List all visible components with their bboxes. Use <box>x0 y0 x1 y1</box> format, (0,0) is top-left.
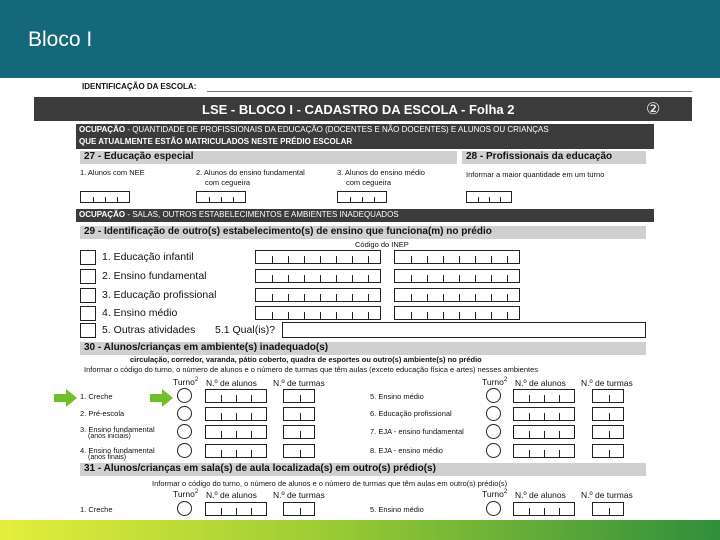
s29-inep-b-1[interactable] <box>394 250 520 264</box>
bottom-accent-bar <box>0 520 720 540</box>
occupancy-2-text: - SALAS, OUTROS ESTABELECIMENTOS E AMBIENTES INADEQUADOS <box>127 210 399 219</box>
s29-item-5: 5. Outras atividades <box>102 324 196 336</box>
s31-col-turno-left: Turno$^2$ <box>173 489 199 499</box>
s30-alunos-left-4[interactable] <box>205 444 267 458</box>
s29-item-3: 3. Educação profissional <box>102 289 217 301</box>
section-29-title: 29 - Identificação de outro(s) estabelecimento(s) de ensino que funciona(m) no prédio <box>84 226 492 237</box>
s30-turmas-left-2[interactable] <box>283 407 315 421</box>
school-id-label: IDENTIFICAÇÃO DA ESCOLA: <box>82 82 197 91</box>
inep-label: Código do INEP <box>355 240 409 249</box>
s30-turmas-left-3[interactable] <box>283 425 315 439</box>
s30-turmas-right-4[interactable] <box>592 444 624 458</box>
s29-inep-a-4[interactable] <box>255 306 381 320</box>
s31-col-alunos-left: N.º de alunos <box>206 490 257 500</box>
s30-right-2: 6. Educação profissional <box>370 409 452 418</box>
occupancy-1-text: - QUANTIDADE DE PROFISSIONAIS DA EDUCAÇÃO (DOCENTES E NÃO DOCENTES) E ALUNOS OU CRIANÇAS <box>127 125 549 134</box>
s30-turno-right-4[interactable] <box>486 443 501 458</box>
s30-turno-right-2[interactable] <box>486 406 501 421</box>
s29-checkbox-2[interactable] <box>80 269 96 284</box>
s30-left-4: 4. Ensino fundamental <box>80 446 155 455</box>
s30-right-4: 8. EJA - ensino médio <box>370 446 443 455</box>
occupancy-header-2 <box>76 209 654 222</box>
section-31-title: 31 - Alunos/crianças em sala(s) de aula localizada(s) em outro(s) prédio(s) <box>84 463 436 474</box>
s31-turno-right-1[interactable] <box>486 501 501 516</box>
s30-alunos-left-1[interactable] <box>205 389 267 403</box>
s29-inep-b-2[interactable] <box>394 269 520 283</box>
s27-col3b: com cegueira <box>346 178 392 187</box>
s29-inep-b-3[interactable] <box>394 288 520 302</box>
s29-checkbox-4[interactable] <box>80 306 96 321</box>
s29-checkbox-1[interactable] <box>80 250 96 265</box>
s30-turno-left-2[interactable] <box>177 406 192 421</box>
section-31-instruction: Informar o código do turno, o número de alunos e o número de turmas que têm aulas em outro(s) prédio(s) <box>152 479 508 488</box>
s29-inep-a-2[interactable] <box>255 269 381 283</box>
s30-col-turmas-right: N.º de turmas <box>581 378 633 388</box>
s30-turmas-right-3[interactable] <box>592 425 624 439</box>
section-30-instruction: Informar o código do turno, o número de alunos e o número de turmas que têm aulas (exceto educação física e artes) nesses ambientes <box>84 365 539 374</box>
s27-col2a: 2. Alunos do ensino fundamental <box>196 168 305 177</box>
section-27-header <box>80 151 457 164</box>
s30-col-alunos-right: N.º de alunos <box>515 378 566 388</box>
s31-left-1: 1. Creche <box>80 505 113 514</box>
s30-turmas-left-1[interactable] <box>283 389 315 403</box>
s30-left-1: 1. Creche <box>80 392 113 401</box>
s30-col-alunos-left: N.º de alunos <box>206 378 257 388</box>
s31-turno-left-1[interactable] <box>177 501 192 516</box>
s29-inep-a-3[interactable] <box>255 288 381 302</box>
s30-alunos-right-4[interactable] <box>513 444 575 458</box>
s30-left-3: 3. Ensino fundamental <box>80 425 155 434</box>
s30-alunos-right-3[interactable] <box>513 425 575 439</box>
s27-field-1[interactable] <box>80 191 130 203</box>
s30-col-turno-left: Turno$^2$ <box>173 377 199 387</box>
s30-turmas-right-1[interactable] <box>592 389 624 403</box>
s31-alunos-right-1[interactable] <box>513 502 575 516</box>
occupancy-2-bold: OCUPAÇÃO <box>79 210 126 219</box>
s30-turno-left-3[interactable] <box>177 424 192 439</box>
s30-turno-left-1[interactable] <box>177 388 192 403</box>
s31-col-alunos-right: N.º de alunos <box>515 490 566 500</box>
s29-item-1: 1. Educação infantil <box>102 251 194 263</box>
occupancy-1-line2: QUE ATUALMENTE ESTÃO MATRICULADOS NESTE PRÉDIO ESCOLAR <box>79 137 353 146</box>
occupancy-header-1 <box>76 124 654 149</box>
section-27-title: 27 - Educação especial <box>84 151 194 162</box>
s30-turmas-right-2[interactable] <box>592 407 624 421</box>
slide-title: Bloco I <box>28 28 93 51</box>
s30-left-2: 2. Pré-escola <box>80 409 125 418</box>
s28-text: Informar a maior quantidade em um turno <box>466 170 605 179</box>
s27-field-3[interactable] <box>337 191 387 203</box>
section-28-title: 28 - Profissionais da educação <box>466 151 613 162</box>
s31-col-turmas-right: N.º de turmas <box>581 490 633 500</box>
s29-checkbox-3[interactable] <box>80 288 96 303</box>
s28-field[interactable] <box>466 191 512 203</box>
form-header-title: LSE - BLOCO I - CADASTRO DA ESCOLA - Folha 2 <box>202 102 515 117</box>
s29-checkbox-5[interactable] <box>80 323 96 338</box>
s29-inep-a-1[interactable] <box>255 250 381 264</box>
section-30-sub: circulação, corredor, varanda, pátio coberto, quadra de esportes ou outro(s) ambiente(s) no prédio <box>130 355 482 364</box>
s30-alunos-right-1[interactable] <box>513 389 575 403</box>
section-30-title: 30 - Alunos/crianças em ambiente(s) inadequado(s) <box>84 342 329 353</box>
s29-which-input[interactable] <box>282 322 646 338</box>
s30-turmas-left-4[interactable] <box>283 444 315 458</box>
s29-inep-b-4[interactable] <box>394 306 520 320</box>
section-28-header <box>462 151 646 164</box>
s30-turno-left-4[interactable] <box>177 443 192 458</box>
s30-left-3-sub: (anos iniciais) <box>88 433 131 440</box>
s30-right-1: 5. Ensino médio <box>370 392 424 401</box>
s27-col2b: com cegueira <box>205 178 251 187</box>
s30-left-4-sub: (anos finais) <box>88 454 127 461</box>
s27-col1: 1. Alunos com NEE <box>80 168 145 177</box>
section-30-header <box>80 342 646 355</box>
s29-item-4: 4. Ensino médio <box>102 307 178 319</box>
title-bar <box>0 0 720 78</box>
s30-col-turmas-left: N.º de turmas <box>273 378 325 388</box>
s31-col-turmas-left: N.º de turmas <box>273 490 325 500</box>
s31-turmas-left-1[interactable] <box>283 502 315 516</box>
s29-which-label: 5.1 Qual(is)? <box>215 324 276 336</box>
s29-item-2: 2. Ensino fundamental <box>102 270 207 282</box>
section-29-header <box>80 226 646 239</box>
s30-alunos-right-2[interactable] <box>513 407 575 421</box>
form-header <box>34 97 692 121</box>
s31-turmas-right-1[interactable] <box>592 502 624 516</box>
s31-col-turno-right: Turno$^2$ <box>482 489 508 499</box>
s27-field-2[interactable] <box>196 191 246 203</box>
s30-turno-right-3[interactable] <box>486 424 501 439</box>
s30-right-3: 7. EJA - ensino fundamental <box>370 427 464 436</box>
s31-alunos-left-1[interactable] <box>205 502 267 516</box>
section-31-header <box>80 463 646 476</box>
s31-right-1: 5. Ensino médio <box>370 505 424 514</box>
occupancy-1-bold: OCUPAÇÃO <box>79 125 126 134</box>
arrow-right-icon <box>150 389 174 407</box>
s30-alunos-left-3[interactable] <box>205 425 267 439</box>
s27-col3a: 3. Alunos do ensino médio <box>337 168 425 177</box>
s30-turno-right-1[interactable] <box>486 388 501 403</box>
s30-alunos-left-2[interactable] <box>205 407 267 421</box>
sheet-number-icon: ② <box>646 101 661 118</box>
arrow-right-icon <box>54 389 78 407</box>
s30-col-turno-right: Turno$^2$ <box>482 377 508 387</box>
school-id-line <box>207 91 692 92</box>
